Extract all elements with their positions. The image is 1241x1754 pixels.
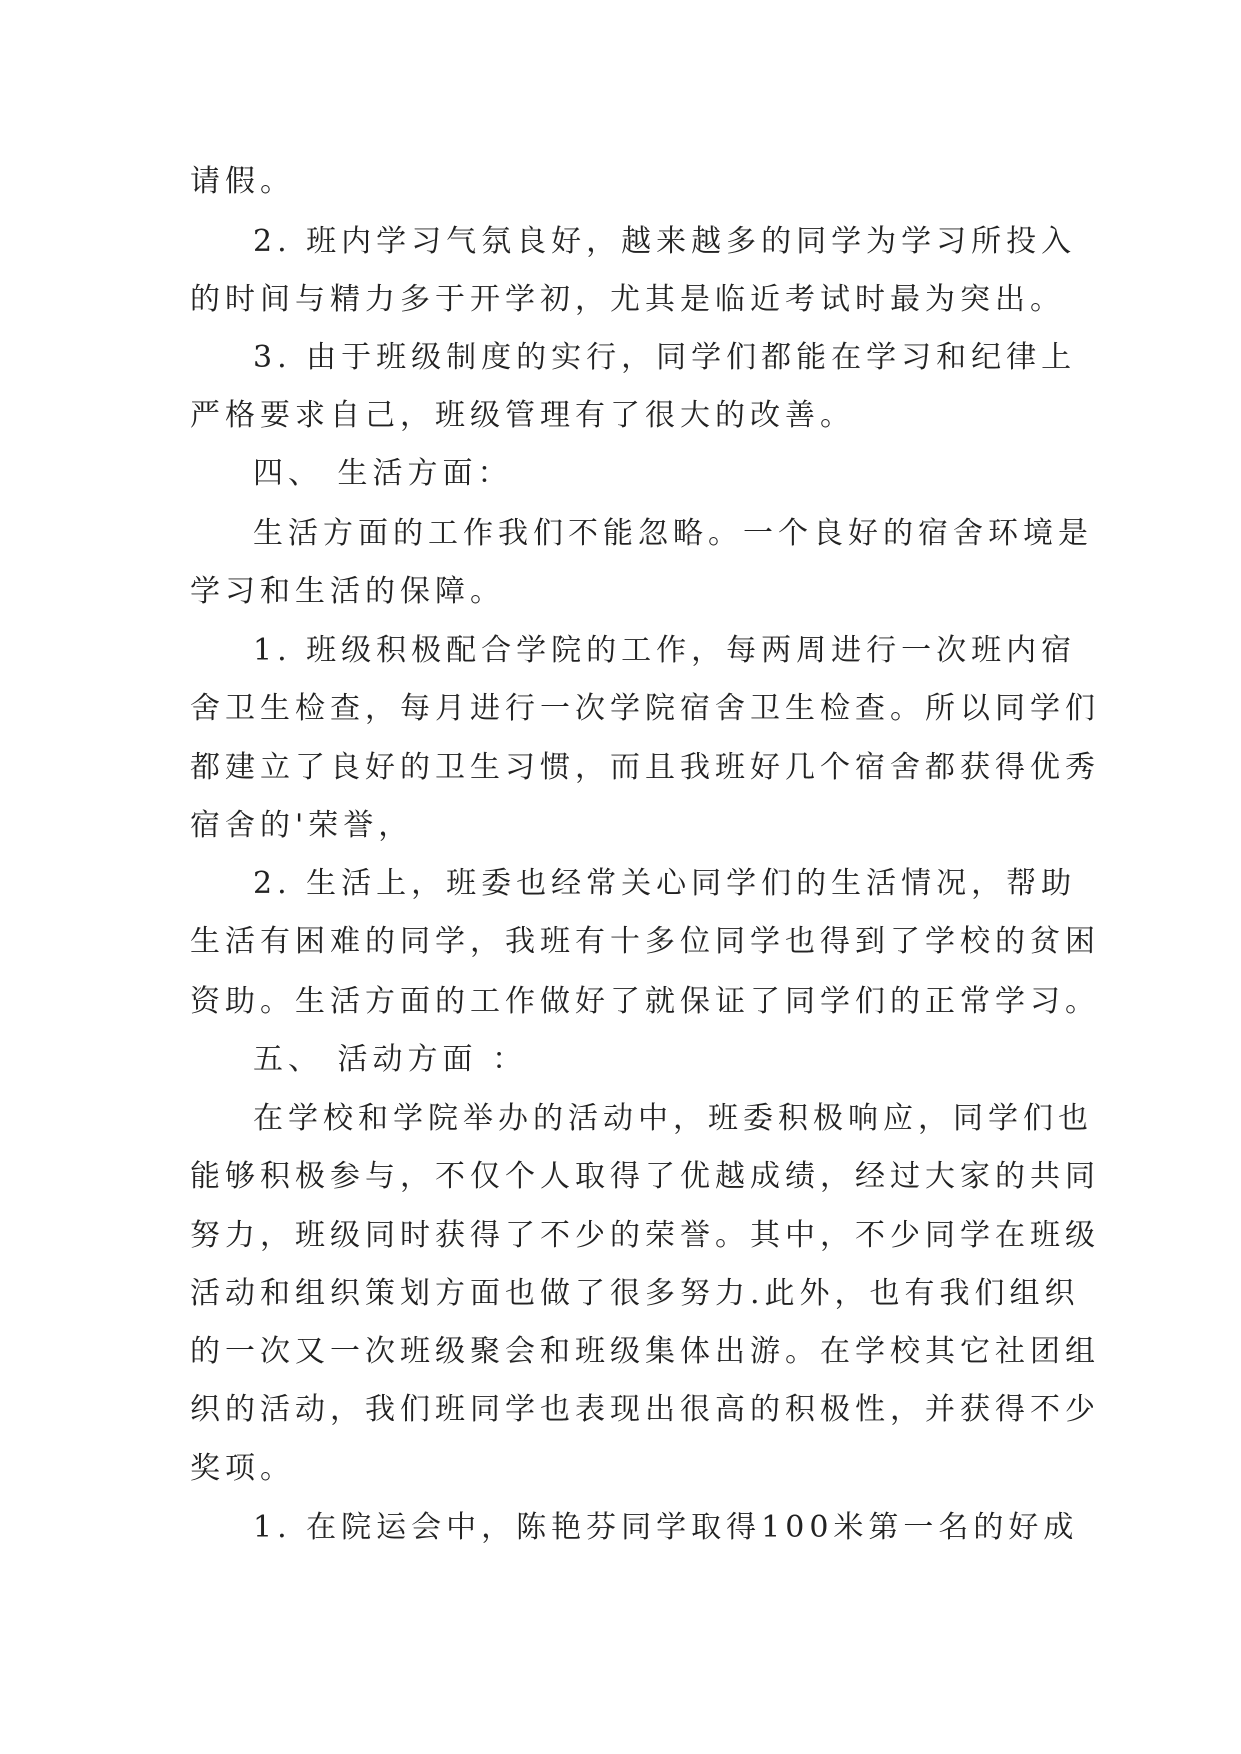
text-line: 努力，班级同时获得了不少的荣誉。其中，不少同学在班级 [190,1218,1100,1253]
text-line: 1. 班级积极配合学院的工作，每两周进行一次班内宿 [253,633,1077,668]
text-line: 学习和生活的保障。 [190,574,505,609]
text-line: 严格要求自己，班级管理有了很大的改善。 [190,398,855,433]
text-line: 都建立了良好的卫生习惯，而且我班好几个宿舍都获得优秀 [190,750,1100,785]
text-line: 织的活动，我们班同学也表现出很高的积极性，并获得不少 [190,1392,1100,1427]
text-line: 请假。 [190,164,295,199]
text-line: 奖项。 [190,1451,295,1486]
text-line: 3. 由于班级制度的实行，同学们都能在学习和纪律上 [253,340,1077,375]
text-line: 资助。生活方面的工作做好了就保证了同学们的正常学习。 [190,984,1100,1019]
text-line: 1. 在院运会中，陈艳芬同学取得100米第一名的好成 [253,1510,1079,1545]
text-line: 舍卫生检查，每月进行一次学院宿舍卫生检查。所以同学们 [190,691,1100,726]
text-line: 宿舍的'荣誉， [190,808,414,843]
text-line: 的时间与精力多于开学初，尤其是临近考试时最为突出。 [190,282,1065,317]
text-line: 生活方面的工作我们不能忽略。一个良好的宿舍环境是 [253,516,1093,551]
text-line: 2. 生活上，班委也经常关心同学们的生活情况，帮助 [253,866,1077,901]
text-line: 的一次又一次班级聚会和班级集体出游。在学校其它社团组 [190,1334,1100,1369]
text-line: 在学校和学院举办的活动中，班委积极响应，同学们也 [253,1101,1093,1136]
section-heading: 五、 活动方面 ： [253,1042,528,1077]
text-line: 2. 班内学习气氛良好，越来越多的同学为学习所投入 [253,224,1077,259]
text-line: 生活有困难的同学，我班有十多位同学也得到了学校的贫困 [190,924,1100,959]
text-line: 活动和组织策划方面也做了很多努力.此外，也有我们组织 [190,1276,1080,1311]
section-heading: 四、 生活方面： [253,456,513,491]
text-line: 能够积极参与，不仅个人取得了优越成绩，经过大家的共同 [190,1159,1100,1194]
